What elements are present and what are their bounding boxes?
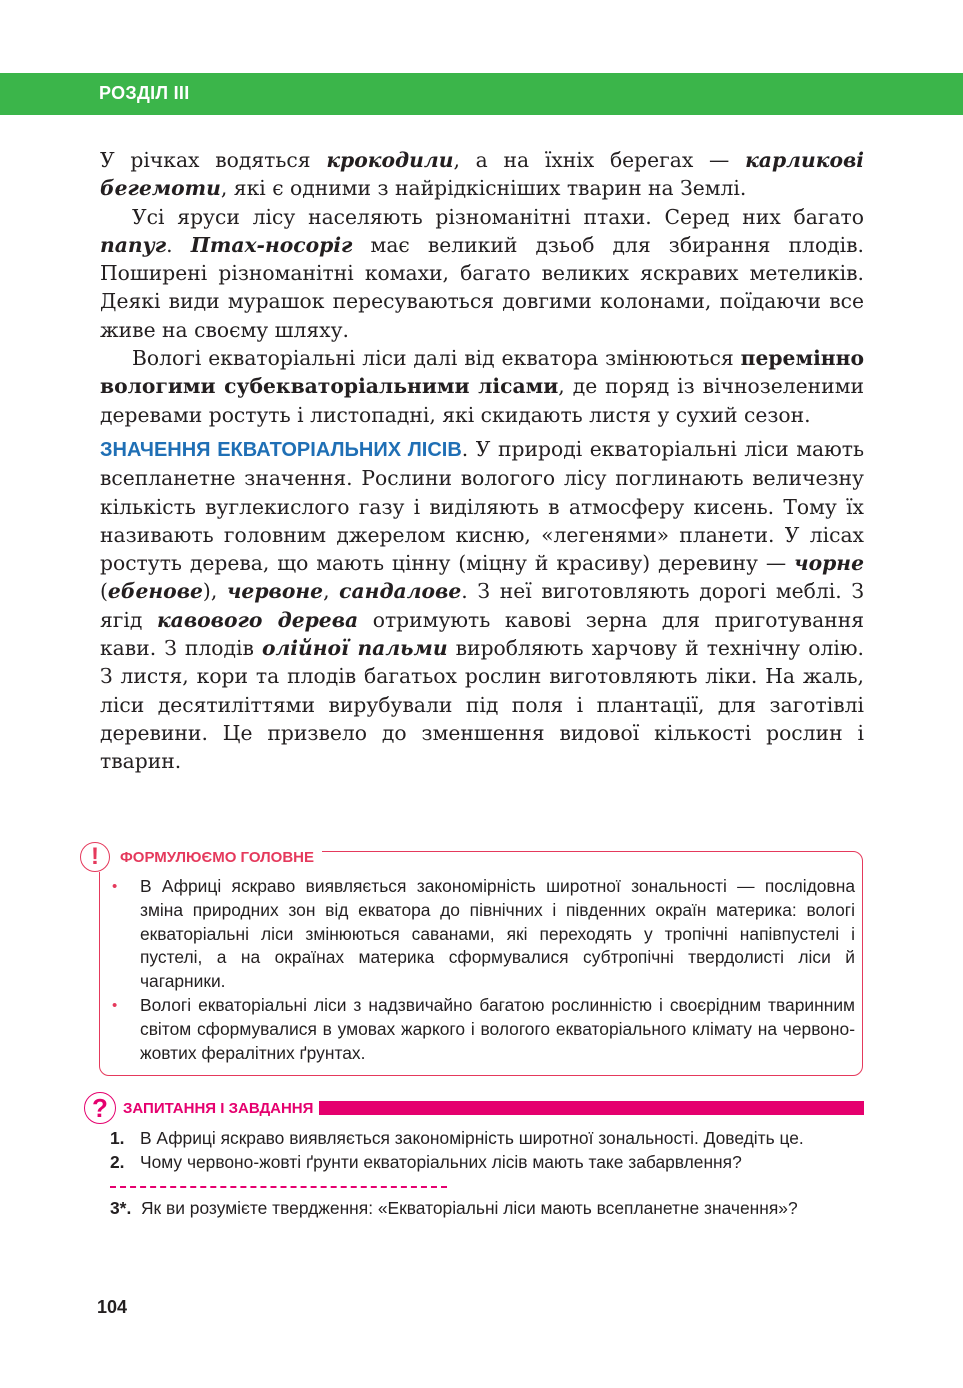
summary-header bbox=[80, 842, 322, 872]
bullet-icon: • bbox=[112, 878, 118, 895]
questions-list bbox=[110, 1126, 864, 1220]
exclamation-icon: ! bbox=[80, 842, 110, 872]
question-icon: ? bbox=[84, 1092, 116, 1124]
section-header-bar bbox=[0, 73, 963, 115]
question-item bbox=[110, 1150, 864, 1174]
section-heading: ЗНАЧЕННЯ ЕКВАТОРІАЛЬНИХ ЛІСІВ bbox=[100, 438, 462, 461]
bullet-icon: • bbox=[112, 996, 118, 1014]
question-text: Чому червоно-жовті ґрунти екваторіальних лісів мають таке забарвлення? bbox=[140, 1152, 742, 1172]
summary-list bbox=[110, 875, 855, 1065]
section-label: РОЗДІЛ ІІІ bbox=[99, 83, 190, 103]
paragraph-1: У річках водяться крокодили, а на їхніх берегах — карликові бегемоти, які є одними з найрідкісніших тварин на Землі. bbox=[100, 148, 864, 201]
question-number: 2. bbox=[110, 1152, 125, 1172]
page-number: 104 bbox=[97, 1297, 128, 1317]
summary-item: • В Африці яскраво виявляється закономірність широтної зональності — послідовна зміна природних зон від екватора до північних і південних окраїн материка: вологі екваторіальні ліси змінюються саванами, які переходять у тропічні напівпустелі і пустелі, а на окраїнах материка сформувалися субтропічні твердолисті ліси й чагарники. bbox=[112, 876, 855, 992]
question-number: 3*. bbox=[110, 1198, 132, 1218]
paragraph-4: ЗНАЧЕННЯ ЕКВАТОРІАЛЬНИХ ЛІСІВ. У природі екваторіальні ліси мають всепланетне значення. Рослини вологого лісу поглинають величезну кількість вуглекислого газу і виділяють в атмосферу кисень. Тому їх називають головним джерелом кисню, «легенями» планети. У лісах ростуть дерева, що мають цінну (міцну й красиву) деревину — чорне (ебенове), червоне, сандалове. З неї виготовляють дорогі меблі. З ягід кавового дерева отримують кавові зерна для приготування кави. З плодів олійної пальми виробляють харчову й технічну олію. З листя, кори та плодів багатьох рослин виготовляють ліки. На жаль, ліси десятиліттями вирубували під поля і плантації, для заготівлі деревини. Це призвело до зменшення видової кількості рослин і тварин. bbox=[100, 436, 865, 774]
questions-header-bar bbox=[319, 1101, 864, 1115]
main-text bbox=[100, 146, 864, 776]
question-item bbox=[110, 1196, 864, 1220]
paragraph-3: Вологі екваторіальні ліси далі від екватора змінюються перемінно вологими субекваторіальними лісами, де поряд із вічнозеленими деревами ростуть і листопадні, які скидають листя у сухий сезон. bbox=[100, 346, 864, 427]
question-item bbox=[110, 1126, 864, 1150]
summary-title: ФОРМУЛЮЄМО ГОЛОВНЕ bbox=[120, 848, 314, 866]
questions-title: ЗАПИТАННЯ І ЗАВДАННЯ bbox=[123, 1099, 314, 1117]
question-number: 1. bbox=[110, 1128, 125, 1148]
summary-item: • Вологі екваторіальні ліси з надзвичайно багатою рослинністю і своєрідним тваринним світом сформувалися в умовах жаркого і вологого екваторіального клімату на червоно-жовтих фералітних ґрунтах. bbox=[112, 994, 855, 1063]
paragraph-2: Усі яруси лісу населяють різноманітні птахи. Серед них багато папуг. Птах-носоріг має великий дзьоб для збирання плодів. Поширені різноманітні комахи, багато великих яскравих метеликів. Деякі види мурашок пересуваються довгими колонами, поїдаючи все живе на своєму шляху. bbox=[100, 204, 864, 342]
questions-header bbox=[84, 1091, 864, 1125]
question-text: Як ви розумієте твердження: «Екваторіальні ліси мають всепланетне значення»? bbox=[141, 1198, 798, 1218]
question-text: В Африці яскраво виявляється закономірність широтної зональності. Доведіть це. bbox=[140, 1128, 804, 1148]
dashed-divider bbox=[110, 1186, 447, 1188]
